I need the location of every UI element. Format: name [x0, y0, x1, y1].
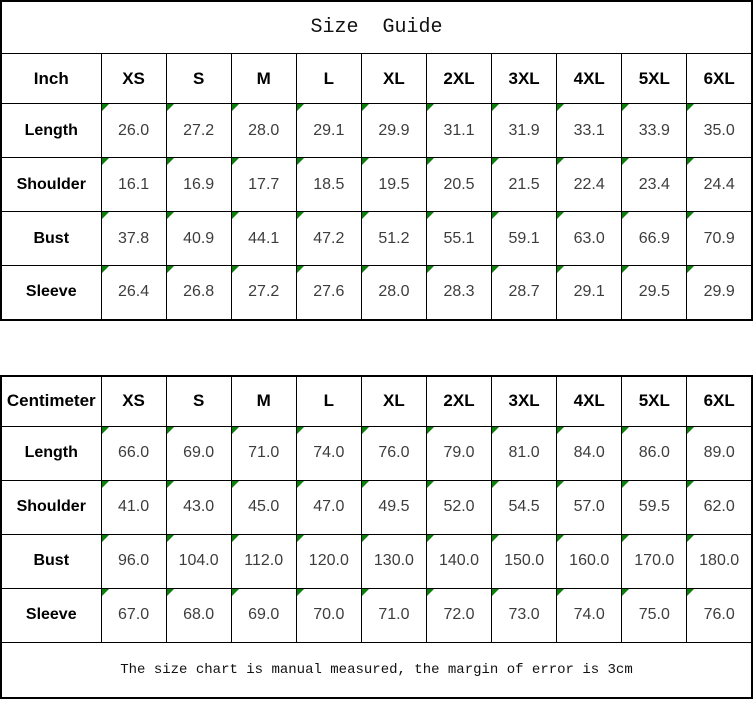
size-column-header: XS	[101, 376, 166, 427]
table-row	[1, 158, 752, 212]
size-value-cell: 21.5	[492, 158, 557, 212]
size-value-cell: 47.2	[296, 212, 361, 266]
size-value-cell: 57.0	[557, 480, 622, 534]
green-corner-marker-icon	[232, 589, 239, 596]
green-corner-marker-icon	[362, 212, 369, 219]
size-value-cell: 28.7	[492, 266, 557, 320]
green-corner-marker-icon	[622, 266, 629, 273]
green-corner-marker-icon	[687, 266, 694, 273]
green-corner-marker-icon	[102, 427, 109, 434]
green-corner-marker-icon	[687, 158, 694, 165]
size-value-cell: 62.0	[687, 480, 752, 534]
green-corner-marker-icon	[102, 481, 109, 488]
size-value-cell: 76.0	[361, 426, 426, 480]
size-column-header: 4XL	[557, 54, 622, 104]
size-value-cell: 26.4	[101, 266, 166, 320]
green-corner-marker-icon	[427, 427, 434, 434]
green-corner-marker-icon	[167, 535, 174, 542]
size-column-header: 3XL	[492, 54, 557, 104]
title-row	[1, 1, 752, 54]
size-column-header: 3XL	[492, 376, 557, 427]
green-corner-marker-icon	[622, 535, 629, 542]
green-corner-marker-icon	[232, 266, 239, 273]
size-column-header: 4XL	[557, 376, 622, 427]
green-corner-marker-icon	[492, 427, 499, 434]
size-value-cell: 84.0	[557, 426, 622, 480]
size-value-cell: 47.0	[296, 480, 361, 534]
table-row	[1, 426, 752, 480]
green-corner-marker-icon	[297, 158, 304, 165]
green-corner-marker-icon	[687, 104, 694, 111]
size-value-cell: 22.4	[557, 158, 622, 212]
size-value-cell: 35.0	[687, 104, 752, 158]
green-corner-marker-icon	[167, 481, 174, 488]
green-corner-marker-icon	[427, 212, 434, 219]
size-value-cell: 24.4	[687, 158, 752, 212]
green-corner-marker-icon	[557, 158, 564, 165]
green-corner-marker-icon	[167, 212, 174, 219]
inch-size-table	[0, 0, 753, 321]
size-value-cell: 19.5	[361, 158, 426, 212]
measure-row-label: Shoulder	[1, 480, 101, 534]
green-corner-marker-icon	[687, 535, 694, 542]
green-corner-marker-icon	[232, 212, 239, 219]
measure-row-label: Bust	[1, 534, 101, 588]
size-value-cell: 59.5	[622, 480, 687, 534]
page-title: Size Guide	[1, 1, 752, 54]
size-column-header: M	[231, 376, 296, 427]
green-corner-marker-icon	[102, 266, 109, 273]
size-value-cell: 96.0	[101, 534, 166, 588]
green-corner-marker-icon	[557, 535, 564, 542]
size-value-cell: 70.0	[296, 588, 361, 642]
size-column-header: XL	[361, 54, 426, 104]
green-corner-marker-icon	[102, 589, 109, 596]
size-value-cell: 28.0	[361, 266, 426, 320]
measure-row-label: Length	[1, 104, 101, 158]
green-corner-marker-icon	[167, 589, 174, 596]
size-value-cell: 55.1	[426, 212, 491, 266]
green-corner-marker-icon	[427, 266, 434, 273]
size-column-header: L	[296, 54, 361, 104]
size-value-cell: 26.0	[101, 104, 166, 158]
green-corner-marker-icon	[232, 535, 239, 542]
green-corner-marker-icon	[362, 481, 369, 488]
green-corner-marker-icon	[427, 158, 434, 165]
green-corner-marker-icon	[427, 104, 434, 111]
green-corner-marker-icon	[427, 589, 434, 596]
green-corner-marker-icon	[297, 589, 304, 596]
green-corner-marker-icon	[167, 427, 174, 434]
green-corner-marker-icon	[297, 481, 304, 488]
size-column-header: 5XL	[622, 376, 687, 427]
green-corner-marker-icon	[167, 266, 174, 273]
size-value-cell: 150.0	[492, 534, 557, 588]
unit-header-inch: Inch	[1, 54, 101, 104]
size-value-cell: 51.2	[361, 212, 426, 266]
size-column-header: L	[296, 376, 361, 427]
size-value-cell: 49.5	[361, 480, 426, 534]
size-value-cell: 27.6	[296, 266, 361, 320]
size-value-cell: 54.5	[492, 480, 557, 534]
size-value-cell: 71.0	[231, 426, 296, 480]
size-value-cell: 29.5	[622, 266, 687, 320]
size-column-header: 2XL	[426, 376, 491, 427]
measure-row-label: Shoulder	[1, 158, 101, 212]
measure-row-label: Sleeve	[1, 266, 101, 320]
size-value-cell: 68.0	[166, 588, 231, 642]
green-corner-marker-icon	[622, 158, 629, 165]
green-corner-marker-icon	[557, 589, 564, 596]
green-corner-marker-icon	[102, 158, 109, 165]
unit-header-centimeter: Centimeter	[1, 376, 101, 427]
size-value-cell: 170.0	[622, 534, 687, 588]
size-value-cell: 63.0	[557, 212, 622, 266]
size-value-cell: 27.2	[231, 266, 296, 320]
measure-row-label: Length	[1, 426, 101, 480]
green-corner-marker-icon	[362, 427, 369, 434]
green-corner-marker-icon	[362, 158, 369, 165]
size-value-cell: 69.0	[166, 426, 231, 480]
green-corner-marker-icon	[687, 589, 694, 596]
size-value-cell: 76.0	[687, 588, 752, 642]
green-corner-marker-icon	[557, 104, 564, 111]
size-value-cell: 40.9	[166, 212, 231, 266]
footer-note: The size chart is manual measured, the margin of error is 3cm	[1, 642, 752, 698]
size-value-cell: 71.0	[361, 588, 426, 642]
size-value-cell: 31.1	[426, 104, 491, 158]
table-row	[1, 534, 752, 588]
green-corner-marker-icon	[557, 266, 564, 273]
size-value-cell: 29.9	[361, 104, 426, 158]
green-corner-marker-icon	[297, 266, 304, 273]
centimeter-size-table	[0, 375, 753, 699]
green-corner-marker-icon	[297, 535, 304, 542]
green-corner-marker-icon	[427, 535, 434, 542]
green-corner-marker-icon	[622, 589, 629, 596]
size-value-cell: 29.9	[687, 266, 752, 320]
size-value-cell: 17.7	[231, 158, 296, 212]
size-value-cell: 29.1	[296, 104, 361, 158]
size-value-cell: 20.5	[426, 158, 491, 212]
size-value-cell: 43.0	[166, 480, 231, 534]
green-corner-marker-icon	[167, 158, 174, 165]
green-corner-marker-icon	[687, 427, 694, 434]
size-column-header: 5XL	[622, 54, 687, 104]
size-column-header: S	[166, 54, 231, 104]
green-corner-marker-icon	[622, 481, 629, 488]
size-value-cell: 31.9	[492, 104, 557, 158]
size-value-cell: 16.1	[101, 158, 166, 212]
green-corner-marker-icon	[687, 481, 694, 488]
green-corner-marker-icon	[297, 212, 304, 219]
green-corner-marker-icon	[492, 158, 499, 165]
green-corner-marker-icon	[427, 481, 434, 488]
size-value-cell: 41.0	[101, 480, 166, 534]
green-corner-marker-icon	[622, 212, 629, 219]
size-column-header: S	[166, 376, 231, 427]
size-value-cell: 27.2	[166, 104, 231, 158]
size-column-header: 6XL	[687, 376, 752, 427]
size-value-cell: 81.0	[492, 426, 557, 480]
size-value-cell: 120.0	[296, 534, 361, 588]
size-value-cell: 45.0	[231, 480, 296, 534]
green-corner-marker-icon	[492, 104, 499, 111]
size-value-cell: 89.0	[687, 426, 752, 480]
table-row	[1, 480, 752, 534]
size-value-cell: 160.0	[557, 534, 622, 588]
size-column-header: XS	[101, 54, 166, 104]
size-column-header: 2XL	[426, 54, 491, 104]
size-value-cell: 33.9	[622, 104, 687, 158]
size-value-cell: 73.0	[492, 588, 557, 642]
green-corner-marker-icon	[102, 212, 109, 219]
size-header-row	[1, 376, 752, 427]
table-gap	[0, 321, 753, 375]
green-corner-marker-icon	[492, 535, 499, 542]
green-corner-marker-icon	[232, 427, 239, 434]
size-value-cell: 74.0	[296, 426, 361, 480]
size-value-cell: 23.4	[622, 158, 687, 212]
green-corner-marker-icon	[232, 158, 239, 165]
green-corner-marker-icon	[622, 104, 629, 111]
measure-row-label: Bust	[1, 212, 101, 266]
size-value-cell: 26.8	[166, 266, 231, 320]
size-value-cell: 75.0	[622, 588, 687, 642]
green-corner-marker-icon	[102, 104, 109, 111]
size-value-cell: 52.0	[426, 480, 491, 534]
green-corner-marker-icon	[492, 212, 499, 219]
table-row	[1, 588, 752, 642]
table-row	[1, 104, 752, 158]
size-value-cell: 28.0	[231, 104, 296, 158]
size-value-cell: 66.0	[101, 426, 166, 480]
footer-row	[1, 642, 752, 698]
size-value-cell: 67.0	[101, 588, 166, 642]
size-value-cell: 37.8	[101, 212, 166, 266]
green-corner-marker-icon	[362, 535, 369, 542]
size-value-cell: 70.9	[687, 212, 752, 266]
table-row	[1, 266, 752, 320]
green-corner-marker-icon	[622, 427, 629, 434]
size-value-cell: 28.3	[426, 266, 491, 320]
size-value-cell: 44.1	[231, 212, 296, 266]
green-corner-marker-icon	[362, 104, 369, 111]
green-corner-marker-icon	[297, 427, 304, 434]
table-row	[1, 212, 752, 266]
size-value-cell: 33.1	[557, 104, 622, 158]
green-corner-marker-icon	[167, 104, 174, 111]
size-value-cell: 180.0	[687, 534, 752, 588]
green-corner-marker-icon	[492, 589, 499, 596]
size-value-cell: 18.5	[296, 158, 361, 212]
size-value-cell: 86.0	[622, 426, 687, 480]
size-value-cell: 79.0	[426, 426, 491, 480]
green-corner-marker-icon	[102, 535, 109, 542]
green-corner-marker-icon	[687, 212, 694, 219]
size-value-cell: 112.0	[231, 534, 296, 588]
size-value-cell: 69.0	[231, 588, 296, 642]
size-header-row	[1, 54, 752, 104]
green-corner-marker-icon	[362, 589, 369, 596]
size-value-cell: 74.0	[557, 588, 622, 642]
size-value-cell: 59.1	[492, 212, 557, 266]
green-corner-marker-icon	[492, 481, 499, 488]
green-corner-marker-icon	[297, 104, 304, 111]
size-column-header: XL	[361, 376, 426, 427]
size-column-header: 6XL	[687, 54, 752, 104]
green-corner-marker-icon	[492, 266, 499, 273]
size-value-cell: 66.9	[622, 212, 687, 266]
size-value-cell: 29.1	[557, 266, 622, 320]
size-value-cell: 72.0	[426, 588, 491, 642]
green-corner-marker-icon	[232, 104, 239, 111]
green-corner-marker-icon	[557, 427, 564, 434]
green-corner-marker-icon	[232, 481, 239, 488]
size-value-cell: 104.0	[166, 534, 231, 588]
size-value-cell: 16.9	[166, 158, 231, 212]
size-column-header: M	[231, 54, 296, 104]
green-corner-marker-icon	[557, 212, 564, 219]
size-value-cell: 140.0	[426, 534, 491, 588]
measure-row-label: Sleeve	[1, 588, 101, 642]
green-corner-marker-icon	[557, 481, 564, 488]
green-corner-marker-icon	[362, 266, 369, 273]
size-value-cell: 130.0	[361, 534, 426, 588]
